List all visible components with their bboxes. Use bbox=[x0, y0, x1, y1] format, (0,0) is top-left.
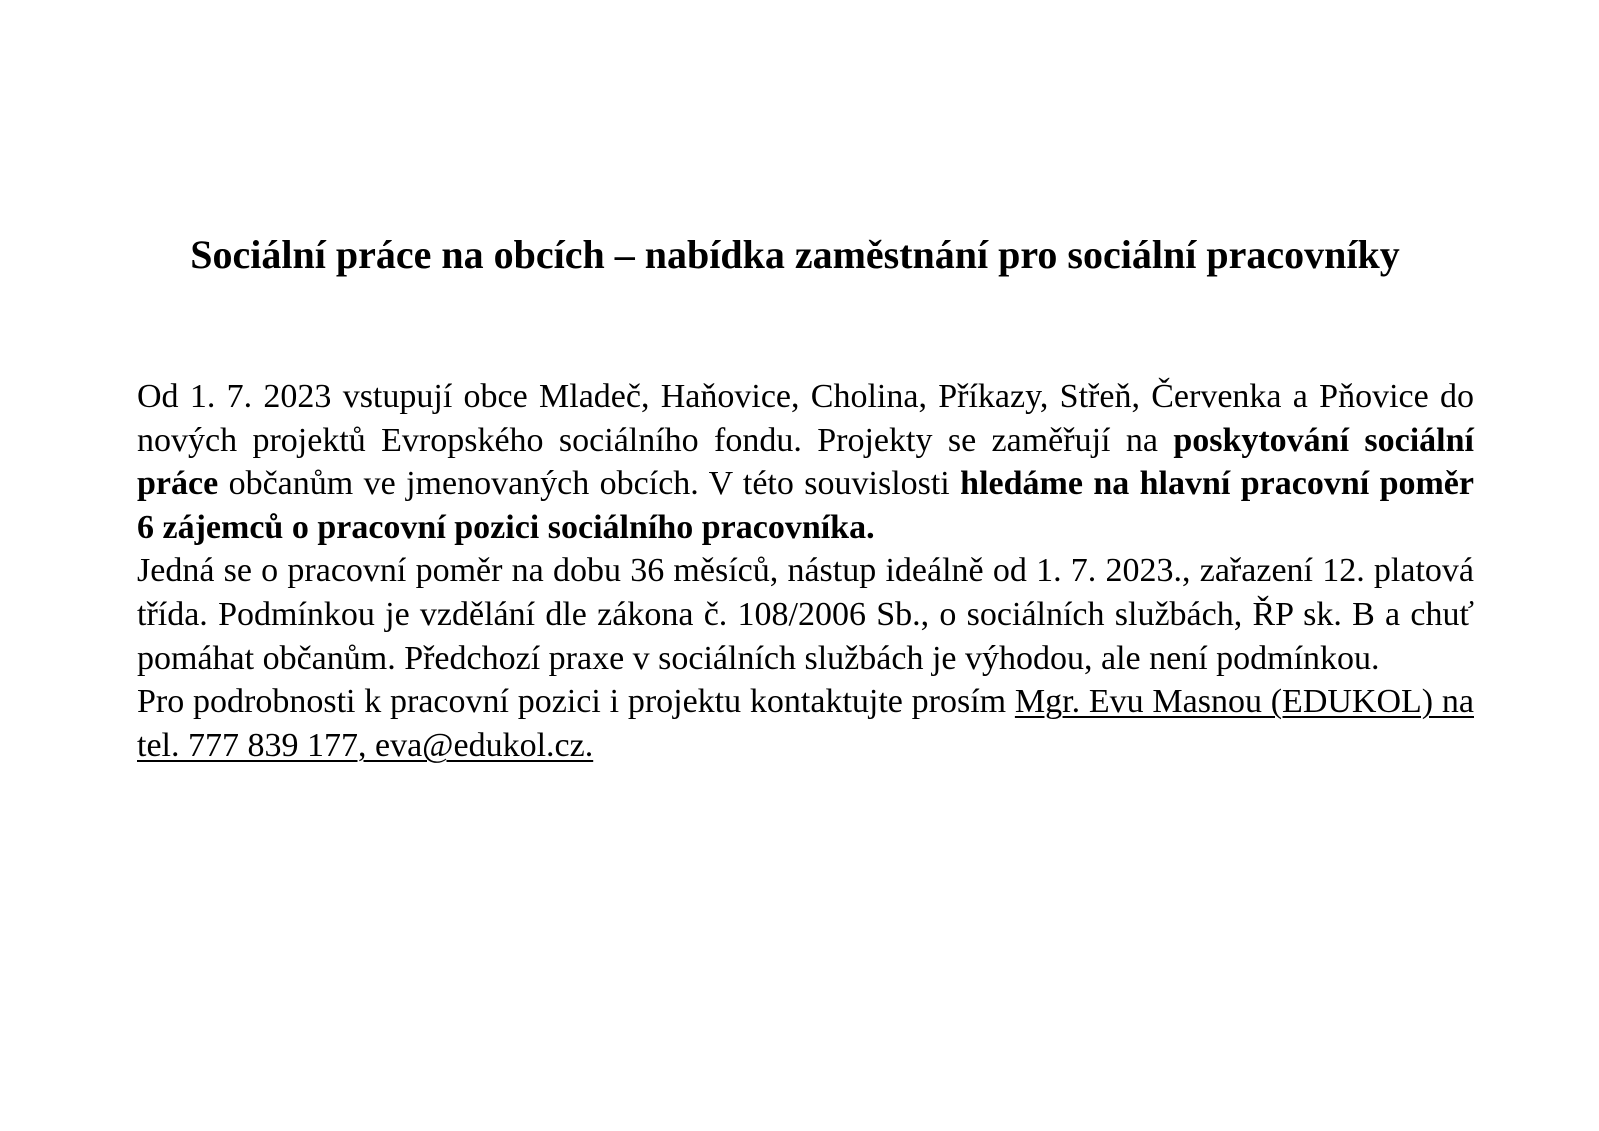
paragraph-intro bbox=[137, 375, 1474, 549]
intro-text: Od 1. 7. 2023 vstupují obce Mladeč, Haňovice, Cholina, Příkazy, Střeň, Červenka a Pňovice do nových projektů Evropského sociálního fondu. Projekty se zaměřují na bbox=[137, 378, 1474, 459]
intro-bold-hiring: hledáme na hlavní pracovní poměr 6 zájemců o pracovní pozici sociálního pracovníka. bbox=[137, 465, 1474, 546]
paragraph-contact bbox=[137, 680, 1474, 767]
intro-bold-service: poskytování sociální práce bbox=[137, 421, 1474, 503]
document-title: Sociální práce na obcích – nabídka zaměstnání pro sociální pracovníky bbox=[190, 232, 1400, 277]
paragraph-conditions: Jedná se o pracovní poměr na dobu 36 měsíců, nástup ideálně od 1. 7. 2023., zařazení 12. platová třída. Podmínkou je vzdělání dle zákona č. 108/2006 Sb., o sociálních službách, ŘP sk. B a chuť pomáhat občanům. Předchozí praxe v sociálních službách je výhodou, ale není podmínkou. bbox=[137, 552, 1474, 677]
contact-intro-text: Pro podrobnosti k pracovní pozici i projektu kontaktujte prosím bbox=[137, 683, 1015, 721]
document-body bbox=[137, 375, 1474, 767]
contact-link[interactable]: Mgr. Evu Masnou (EDUKOL) na tel. 777 839 177, eva@edukol.cz. bbox=[137, 683, 1474, 764]
intro-text-continued: občanům ve jmenovaných obcích. V této souvislosti bbox=[218, 465, 961, 503]
